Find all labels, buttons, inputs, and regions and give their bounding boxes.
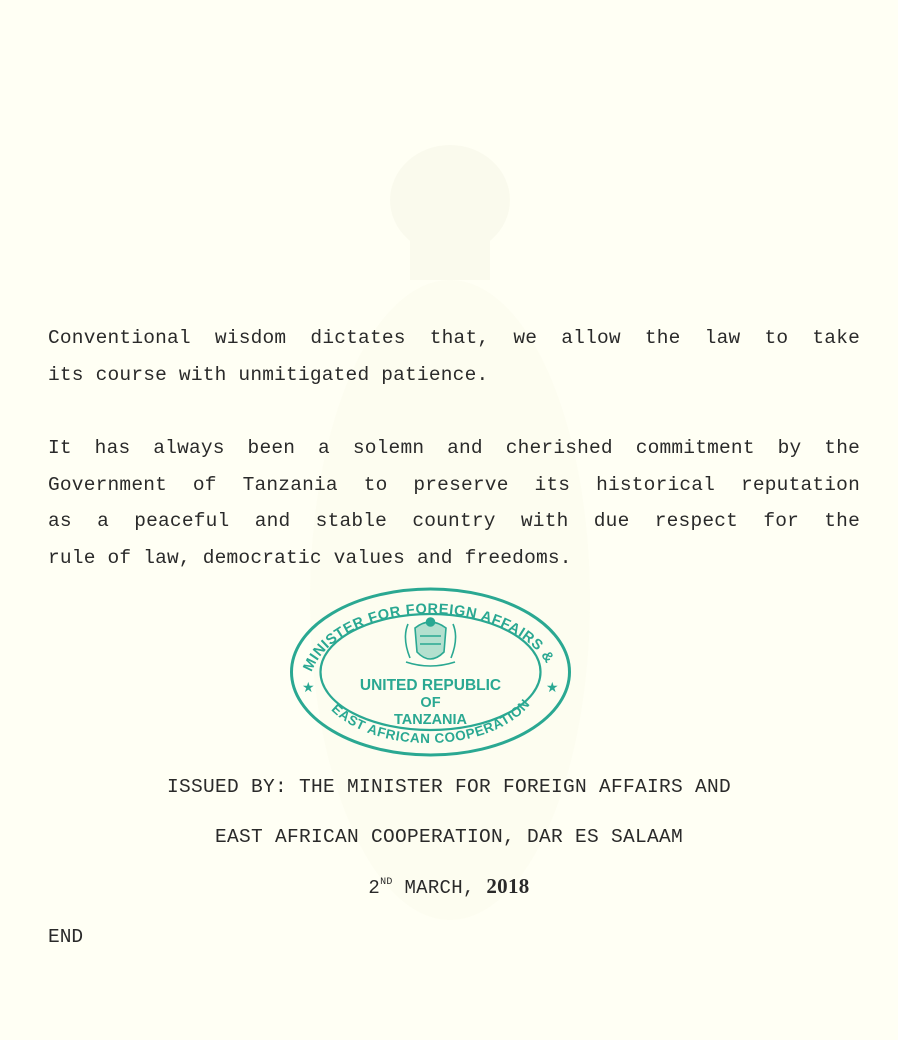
paragraph-commitment <box>48 430 860 576</box>
paragraph-line: It has always been a solemn and cherished commitment by the <box>48 437 860 459</box>
issued-by-line: ISSUED BY: THE MINISTER FOR FOREIGN AFFAIRS AND <box>166 776 732 798</box>
date-year: 2018 <box>486 874 530 898</box>
issue-date <box>0 874 898 899</box>
paragraph-line: Government of Tanzania to preserve its historical reputation <box>48 473 860 496</box>
coat-of-arms-icon <box>405 618 455 666</box>
paragraph-line: its course with unmitigated patience. <box>48 363 489 386</box>
stamp-outer-text: MINISTER FOR FOREIGN AFFAIRS & <box>300 601 558 674</box>
paragraph-line: as a peaceful and stable country with due respect for the <box>48 510 860 532</box>
end-marker: END <box>48 926 84 948</box>
stamp-bottom-text: EAST AFRICAN COOPERATION <box>328 696 533 747</box>
paragraph-line: Conventional wisdom dictates that, we allow the law to take <box>48 327 860 349</box>
paragraph-line: rule of law, democratic values and freedoms. <box>48 546 572 569</box>
stamp-line-3: TANZANIA <box>393 712 468 728</box>
star-icon: ★ <box>302 679 315 695</box>
date-month: MARCH, <box>404 877 475 899</box>
date-suffix: ND <box>380 877 393 888</box>
paragraph-conventional-wisdom <box>48 320 860 393</box>
stamp-line-2: OF <box>420 695 441 711</box>
issuer-location-line: EAST AFRICAN COOPERATION, DAR ES SALAAM <box>214 826 684 848</box>
star-icon: ★ <box>546 679 559 695</box>
stamp-line-1: UNITED REPUBLIC <box>359 677 502 694</box>
ministry-stamp <box>288 586 573 758</box>
date-day: 2 <box>368 877 381 899</box>
